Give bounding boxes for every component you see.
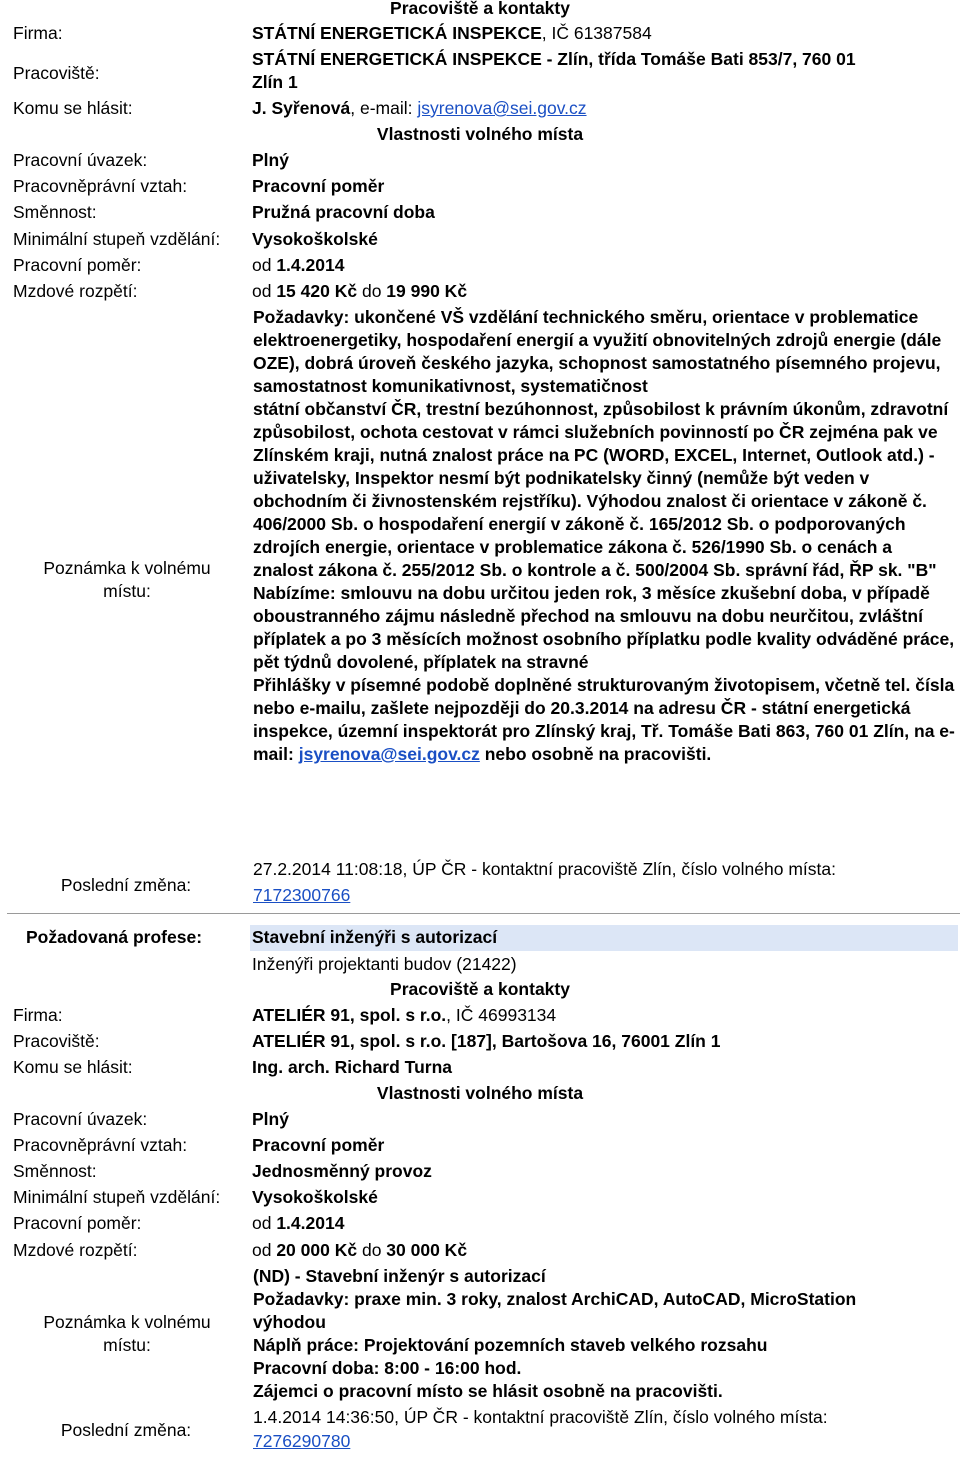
komu-value-2: Ing. arch. Richard Turna [252,1057,452,1077]
note-application [253,674,955,766]
note-label-line2: místu: [103,581,151,601]
note-requirements: Požadavky: ukončené VŠ vzdělání technického směru, orientace v problematice elektroenergetiky, hospodaření energií a využití obnovitelných zdrojů energie (dále OZE), dobrá úroveň českého jazyka, schopnost samostatného písemného projevu, samostatnost komunikativnost, systematičnost [253,307,942,396]
firma-value-2 [252,1004,556,1027]
note2-line6: Zájemci o pracovní místo se hlásit osobně na pracovišti. [253,1381,723,1401]
profese-sub: Inženýři projektanti budov (21422) [252,954,517,974]
uvazek-value-2: Plný [252,1109,289,1129]
note-label [13,557,241,603]
firma-ic-2: , IČ 46993134 [446,1005,557,1025]
pracoviste-line2: Zlín 1 [252,72,298,92]
note2-line1: (ND) - Stavební inženýr s autorizací [253,1266,546,1286]
pomer-from-2: od [252,1213,277,1233]
firma-label: Firma: [13,23,63,43]
note-label-line1: Poznámka k volnému [43,558,211,578]
note-label-2-line1: Poznámka k volnému [43,1312,211,1332]
zmena-number-link-2[interactable]: 7276290780 [253,1431,351,1451]
komu-value [252,97,587,120]
komu-label: Komu se hlásit: [13,98,133,118]
mzda-from-word: od [252,281,277,301]
pracoviste-value-2: ATELIÉR 91, spol. s r.o. [187], Bartošova 16, 76001 Zlín 1 [252,1031,721,1051]
mzda-to-word-2: do [357,1240,387,1260]
smennost-value: Pružná pracovní doba [252,202,435,222]
section-header-contacts: Pracoviště a kontakty [390,0,570,18]
section-header-contacts-2: Pracoviště a kontakty [390,979,570,999]
pracoviste-label-2: Pracoviště: [13,1031,100,1051]
note2-line5: Pracovní doba: 8:00 - 16:00 hod. [253,1358,522,1378]
note-application-end: nebo osobně na pracovišti. [479,744,712,764]
pomer-date: 1.4.2014 [276,255,345,275]
firma-label-2: Firma: [13,1005,63,1025]
uvazek-value: Plný [252,150,289,170]
zmena-number-link[interactable]: 7172300766 [253,885,351,905]
komu-email-link[interactable]: jsyrenova@sei.gov.cz [417,98,587,118]
pomer-label-2: Pracovní poměr: [13,1213,142,1233]
komu-label-2: Komu se hlásit: [13,1057,133,1077]
smennost-label-2: Směnnost: [13,1161,97,1181]
note2-line2: Požadavky: praxe min. 3 roky, znalost ArchiCAD, AutoCAD, MicroStation [253,1289,857,1309]
mzda-label: Mzdové rozpětí: [13,281,138,301]
vztah-value-2: Pracovní poměr [252,1135,385,1155]
zmena-text: 27.2.2014 11:08:18, ÚP ČR - kontaktní pracoviště Zlín, číslo volného místa: [253,859,836,879]
pomer-date-2: 1.4.2014 [276,1213,345,1233]
firma-name: STÁTNÍ ENERGETICKÁ INSPEKCE [252,23,542,43]
komu-email-prefix: , e-mail: [350,98,418,118]
mzda-value [252,280,467,303]
pracoviste-label: Pracoviště: [13,63,100,83]
mzda-label-2: Mzdové rozpětí: [13,1240,138,1260]
note2-line4: Náplň práce: Projektování pozemních staveb velkého rozsahu [253,1335,768,1355]
vzdelani-value-2: Vysokoškolské [252,1187,378,1207]
pomer-value-2 [252,1212,344,1235]
mzda-to: 19 990 Kč [386,281,468,301]
smennost-value-2: Jednosměnný provoz [252,1161,432,1181]
vztah-label-2: Pracovněprávní vztah: [13,1135,188,1155]
note-email-link[interactable]: jsyrenova@sei.gov.cz [298,744,480,764]
uvazek-label-2: Pracovní úvazek: [13,1109,148,1129]
zmena-label: Poslední změna: [60,875,192,895]
uvazek-label: Pracovní úvazek: [13,150,148,170]
mzda-value-2 [252,1239,467,1262]
pomer-value [252,254,344,277]
profese-value: Stavební inženýři s autorizací [252,927,498,947]
smennost-label: Směnnost: [13,202,97,222]
mzda-from-word-2: od [252,1240,277,1260]
vzdelani-label: Minimální stupeň vzdělání: [13,229,221,249]
firma-name-2: ATELIÉR 91, spol. s r.o. [252,1005,447,1025]
vzdelani-label-2: Minimální stupeň vzdělání: [13,1187,221,1207]
pomer-label: Pracovní poměr: [13,255,142,275]
profese-label: Požadovaná profese: [26,927,203,947]
note-offer: Nabízíme: smlouvu na dobu určitou jeden rok, 3 měsíce zkušební doba, v případě oboustranného zájmu následně přechod na smlouvu na dobu neurčitou, zvláštní příplatek a po 3 měsících možnost osobního příplatku podle kvality odváděné práce, pět týdnů dovolené, příplatek na stravné [253,583,955,672]
vztah-label: Pracovněprávní vztah: [13,176,188,196]
firma-ic: , IČ 61387584 [541,23,652,43]
listing-divider [7,913,960,914]
note-text [253,306,955,766]
firma-value [252,22,652,45]
zmena-text-2: 1.4.2014 14:36:50, ÚP ČR - kontaktní pracoviště Zlín, číslo volného místa: [253,1407,828,1427]
pracoviste-line1: STÁTNÍ ENERGETICKÁ INSPEKCE - Zlín, třída Tomáše Bati 853/7, 760 01 [252,49,856,69]
section-header-properties-2: Vlastnosti volného místa [376,1083,584,1103]
mzda-to-word: do [357,281,387,301]
pomer-from: od [252,255,277,275]
mzda-from-2: 20 000 Kč [276,1240,358,1260]
note-label-2 [13,1311,241,1357]
note2-line3: výhodou [253,1312,326,1332]
note-label-2-line2: místu: [103,1335,151,1355]
mzda-from: 15 420 Kč [276,281,358,301]
note-conditions: státní občanství ČR, trestní bezúhonnost, způsobilost k právním úkonům, zdravotní způsobilost, ochota cestovat v rámci služebních povinností po ČR zejména pak ve Zlínském kraji, nutná znalost práce na PC (WORD, EXCEL, Internet, Outlook atd.) - uživatelsky, Inspektor nesmí být podnikatelsky činný (nemůže být veden v obchodním či živnostenském rejstříku). Výhodou znalost či orientace v zákoně č. 406/2000 Sb. o hospodaření energií v zákoně č. 165/2012 Sb. o podporovaných zdrojích energie, orientace v problematice zákona č. 526/1990 Sb. o cenách a znalost zákona č. 255/2012 Sb. o kontrole a č. 500/2004 Sb. správní řád, ŘP sk. "B" [253,399,949,580]
mzda-to-2: 30 000 Kč [386,1240,468,1260]
vzdelani-value: Vysokoškolské [252,229,378,249]
note-text-2 [253,1265,955,1403]
komu-name: J. Syřenová [252,98,351,118]
section-header-properties: Vlastnosti volného místa [376,124,584,144]
zmena-label-2: Poslední změna: [60,1420,192,1440]
note-application-text: Přihlášky v písemné podobě doplněné strukturovaným životopisem, včetně tel. čísla nebo e-mailu, zašlete nejpozději do 20.3.2014 na adresu ČR - státní energetická inspekce, územní inspektorát pro Zlínský kraj, Tř. Tomáše Bati 863, 760 01 Zlín, na e-mail: [253,675,955,764]
vztah-value: Pracovní poměr [252,176,385,196]
